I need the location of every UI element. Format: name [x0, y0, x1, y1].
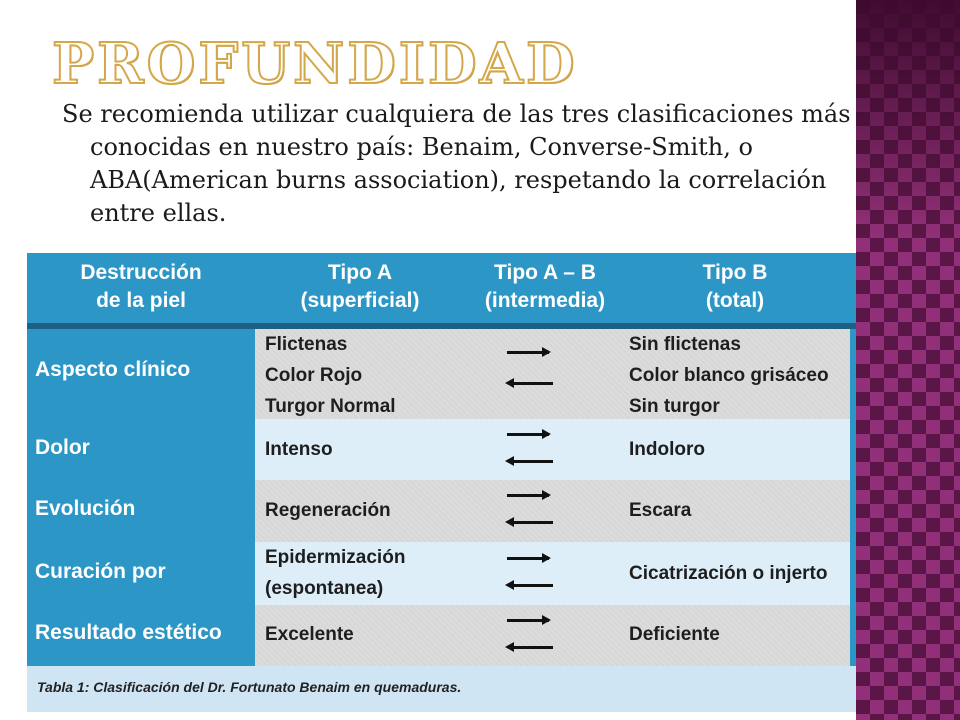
cell-tipo-b: Indoloro — [629, 439, 705, 460]
row-body — [255, 419, 850, 480]
table-row-curacion — [27, 542, 856, 605]
table-row-evolucion — [27, 480, 856, 542]
cell-tipo-a: Excelente — [265, 624, 354, 645]
table-caption-bar — [27, 666, 856, 712]
header-tipo-a — [255, 259, 465, 315]
table-row-aspecto — [27, 329, 856, 419]
header-tipo-ab-line1: Tipo A – B — [494, 261, 596, 284]
left-arrow-icon — [511, 382, 553, 385]
header-destruccion-line2: de la piel — [96, 289, 186, 312]
right-arrow-icon — [507, 494, 549, 497]
header-tipo-b — [625, 259, 845, 315]
intro-paragraph: Se recomienda utilizar cualquiera de las tres clasificaciones más conocidas en nuestro país: Benaim, Converse-Smith, o ABA(American burns association), respetando la correlación entre ellas. — [62, 100, 851, 227]
cell-tipo-b: Cicatrización o injerto — [629, 563, 828, 584]
benaim-classification-table — [27, 253, 856, 712]
header-tipo-a-line1: Tipo A — [327, 261, 393, 284]
cell-text: Flictenas — [265, 334, 348, 355]
row-label: Dolor — [35, 436, 90, 459]
cell-tipo-b — [629, 329, 829, 422]
row-label: Curación por — [35, 560, 166, 583]
left-arrow-icon — [511, 521, 553, 524]
row-body — [255, 329, 850, 419]
cell-text: Turgor Normal — [265, 396, 396, 417]
table-header-row — [27, 253, 856, 329]
cell-text: Epidermización — [265, 547, 406, 568]
cell-tipo-a — [265, 542, 405, 604]
right-arrow-icon — [507, 433, 549, 436]
table-row-dolor — [27, 419, 856, 480]
header-tipo-ab — [465, 259, 625, 315]
cell-tipo-a — [265, 329, 396, 422]
header-tipo-b-line1: Tipo B — [702, 261, 768, 284]
cell-text: Sin flictenas — [629, 334, 741, 355]
row-body — [255, 542, 850, 605]
row-label: Evolución — [35, 497, 136, 520]
bidirectional-arrows-icon — [507, 433, 553, 463]
header-tipo-ab-line2: (intermedia) — [484, 289, 606, 312]
header-destruccion — [27, 259, 255, 315]
table-caption: Tabla 1: Clasificación del Dr. Fortunato Benaim en quemaduras. — [37, 679, 462, 695]
cell-tipo-b: Deficiente — [629, 624, 720, 645]
left-arrow-icon — [511, 646, 553, 649]
left-arrow-icon — [511, 584, 553, 587]
cell-tipo-a: Intenso — [265, 439, 333, 460]
bidirectional-arrows-icon — [507, 619, 553, 649]
header-tipo-a-line2: (superficial) — [300, 289, 420, 312]
cell-tipo-b: Escara — [629, 500, 692, 521]
right-arrow-icon — [507, 619, 549, 622]
row-label: Aspecto clínico — [35, 358, 191, 381]
left-arrow-icon — [511, 460, 553, 463]
cell-text: Color Rojo — [265, 365, 363, 386]
row-label: Resultado estético — [35, 621, 222, 644]
header-tipo-b-line2: (total) — [705, 289, 765, 312]
cell-text: Sin turgor — [629, 396, 720, 417]
table-row-resultado — [27, 605, 856, 666]
slide-title: PROFUNDIDAD — [52, 31, 578, 97]
header-destruccion-line1: Destrucción — [80, 261, 202, 284]
row-body — [255, 480, 850, 542]
bidirectional-arrows-icon — [507, 494, 553, 524]
row-body — [255, 605, 850, 666]
cell-text: Color blanco grisáceo — [629, 365, 829, 386]
right-arrow-icon — [507, 557, 549, 560]
right-arrow-icon — [507, 351, 549, 354]
bidirectional-arrows-icon — [507, 557, 553, 587]
bidirectional-arrows-icon — [507, 351, 553, 385]
cell-text: (espontanea) — [265, 578, 384, 599]
cell-tipo-a: Regeneración — [265, 500, 391, 521]
